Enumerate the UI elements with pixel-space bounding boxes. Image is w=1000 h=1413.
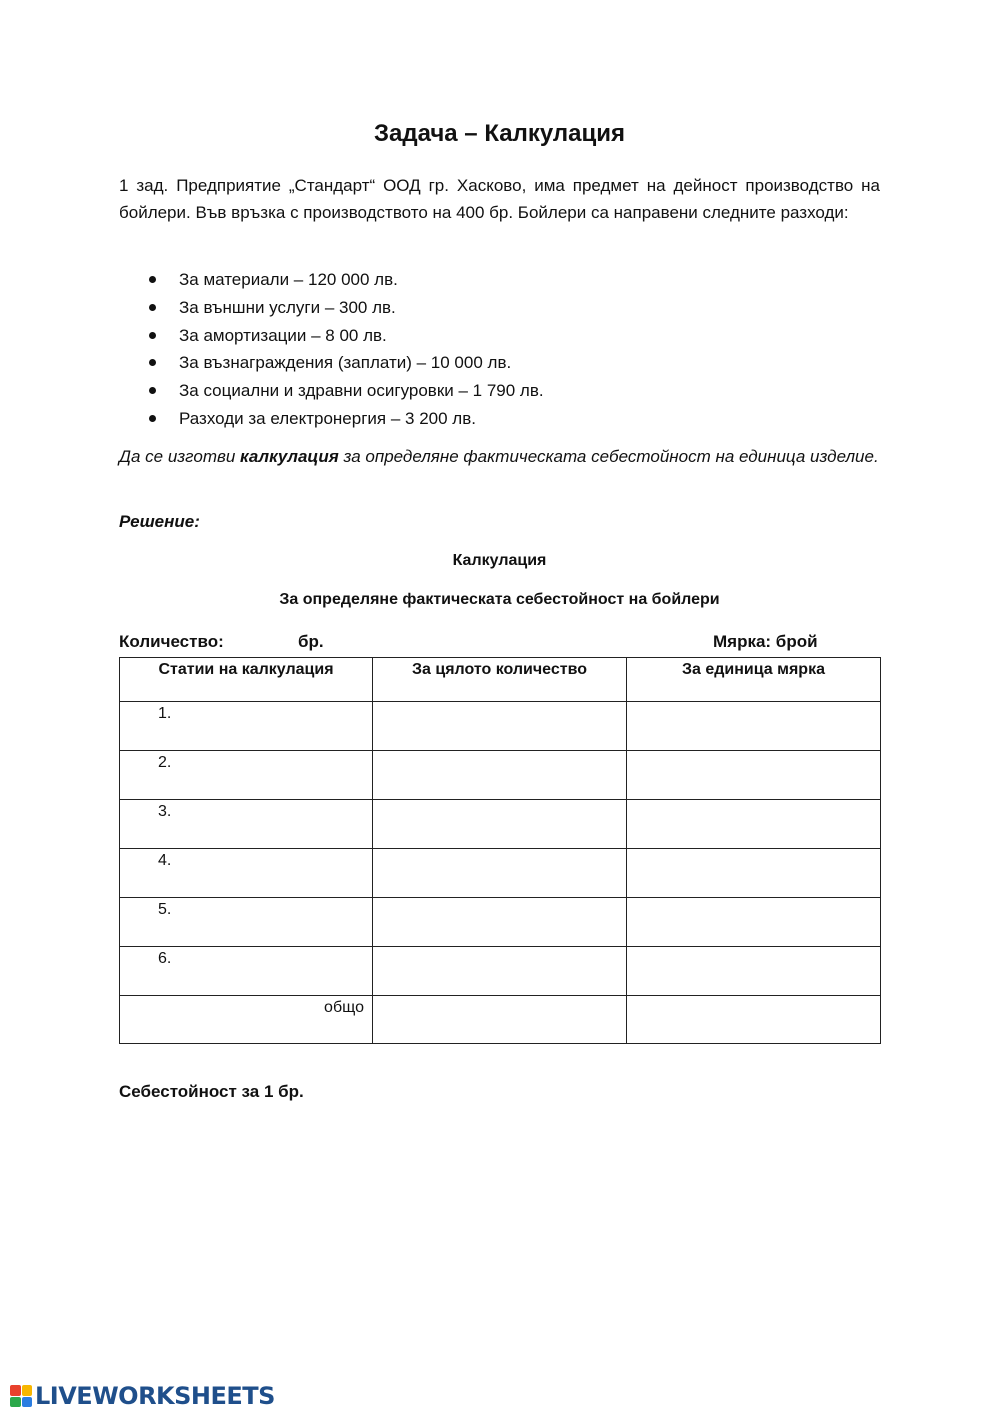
liveworksheets-brand: [10, 1381, 275, 1411]
total-quantity-cell[interactable]: [373, 800, 627, 849]
solution-label: Решение:: [119, 512, 200, 531]
per-unit-sum-cell[interactable]: [627, 996, 881, 1044]
table-row: [120, 898, 881, 947]
liveworksheets-logo-icon: [10, 1385, 32, 1407]
bullet-icon: [149, 304, 156, 311]
measure-label: Мярка: брой: [713, 632, 818, 651]
list-item: За външни услуги – 300 лв.: [119, 294, 880, 322]
column-header-per-unit: За единица мярка: [627, 658, 881, 702]
row-number: 2.: [120, 751, 373, 800]
expenses-list: [119, 266, 880, 433]
problem-statement: 1 зад. Предприятие „Стандарт“ ООД гр. Хасково, има предмет на дейност производство на бойлери. Във връзка с производството на 400 бр. Бойлери са направени следните разходи:: [119, 176, 880, 222]
table-total-row: [120, 996, 881, 1044]
row-number: 4.: [120, 849, 373, 898]
total-quantity-cell[interactable]: [373, 849, 627, 898]
quantity-row: [119, 632, 880, 656]
bullet-icon: [149, 359, 156, 366]
logo-square-yellow: [22, 1385, 33, 1396]
bullet-icon: [149, 276, 156, 283]
list-item: За социални и здравни осигуровки – 1 790 лв.: [119, 377, 880, 405]
list-item: Разходи за електронергия – 3 200 лв.: [119, 405, 880, 433]
calculation-subtitle: За определяне фактическата себестойност на бойлери: [279, 591, 720, 608]
calculation-title: Калкулация: [452, 552, 547, 569]
list-item: За амортизации – 8 00 лв.: [119, 322, 880, 350]
total-quantity-sum-cell[interactable]: [373, 996, 627, 1044]
per-unit-cell[interactable]: [627, 849, 881, 898]
calculation-table: [119, 657, 881, 1044]
brand-wordmark: LIVEWORKSHEETS: [35, 1382, 275, 1410]
table-header-row: [120, 658, 881, 702]
row-number: 3.: [120, 800, 373, 849]
bullet-icon: [149, 332, 156, 339]
quantity-label: Количество:: [119, 632, 224, 651]
logo-square-blue: [22, 1397, 33, 1408]
total-quantity-cell[interactable]: [373, 751, 627, 800]
list-item: За материали – 120 000 лв.: [119, 266, 880, 294]
task-keyword: калкулация: [240, 447, 339, 466]
per-unit-cell[interactable]: [627, 751, 881, 800]
table-row: [120, 751, 881, 800]
column-header-items: Статии на калкулация: [120, 658, 373, 702]
table-row: [120, 702, 881, 751]
row-number: 1.: [120, 702, 373, 751]
list-item: За възнаграждения (заплати) – 10 000 лв.: [119, 349, 880, 377]
per-unit-cell[interactable]: [627, 702, 881, 751]
unit-cost-label: Себестойност за 1 бр.: [119, 1082, 304, 1101]
total-quantity-cell[interactable]: [373, 702, 627, 751]
total-label: общо: [120, 996, 373, 1044]
row-number: 5.: [120, 898, 373, 947]
page-title: Задача – Калкулация: [373, 120, 625, 147]
quantity-unit: бр.: [298, 632, 324, 651]
column-header-total-quantity: За цялото количество: [373, 658, 627, 702]
total-quantity-cell[interactable]: [373, 898, 627, 947]
total-quantity-cell[interactable]: [373, 947, 627, 996]
per-unit-cell[interactable]: [627, 800, 881, 849]
table-row: [120, 947, 881, 996]
table-row: [120, 800, 881, 849]
bullet-icon: [149, 415, 156, 422]
logo-square-green: [10, 1397, 21, 1408]
per-unit-cell[interactable]: [627, 947, 881, 996]
per-unit-cell[interactable]: [627, 898, 881, 947]
table-row: [120, 849, 881, 898]
bullet-icon: [149, 387, 156, 394]
row-number: 6.: [120, 947, 373, 996]
logo-square-red: [10, 1385, 21, 1396]
task-instruction: Да се изготви калкулация за определяне фактическата себестойност на единица изделие.: [119, 447, 879, 466]
